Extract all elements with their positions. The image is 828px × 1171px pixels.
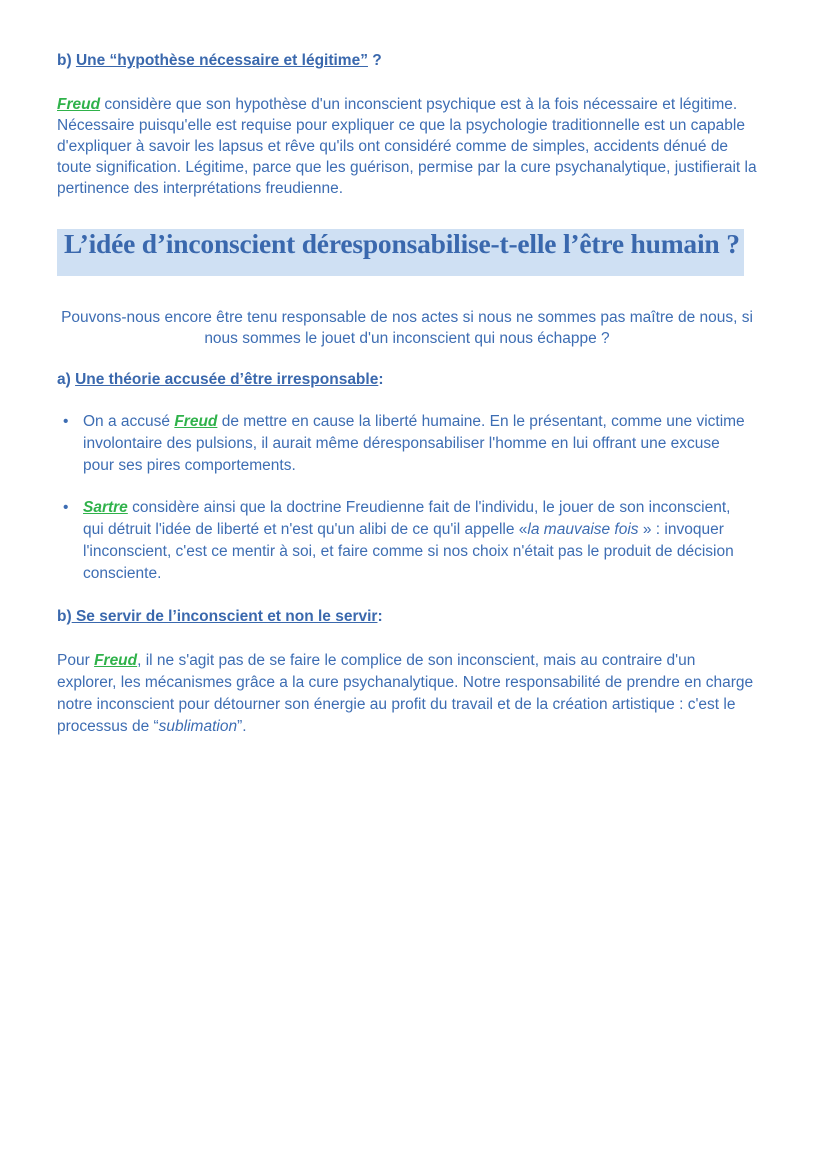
section-prefix: b) bbox=[57, 608, 72, 625]
list-text: On a accusé bbox=[83, 413, 175, 430]
section-prefix: a) bbox=[57, 371, 76, 388]
bullet-icon: • bbox=[63, 499, 69, 516]
term-sublimation: sublimation bbox=[158, 718, 238, 735]
problem-question: Pouvons-nous encore être tenu responsable de nos actes si nous ne sommes pas maître de nous, si nous sommes le jouet d'un inconscient qui nous échappe ? bbox=[61, 309, 753, 347]
section-title: Une théorie accusée d’être irresponsable bbox=[75, 371, 379, 388]
name-freud: Freud bbox=[174, 413, 218, 430]
section-suffix: : bbox=[377, 608, 383, 625]
paragraph-text: , il ne s'agit pas de se faire le complice de son inconscient, mais au contraire d'un explorer, les mécanismes grâce a la cure psychanalytique. Notre responsabilité de prendre en charge notre inconscient pour détourner son énergie au profit du travail et de la création artistique : c'est le processus de “ bbox=[57, 652, 754, 735]
bullet-icon: • bbox=[63, 413, 69, 430]
paragraph-freud-sublimation bbox=[57, 650, 757, 738]
paragraph-text: Pour bbox=[57, 652, 95, 669]
list-text: » : invoquer l'inconscient, c'est ce mentir à soi, et faire comme si nos choix n'était pas le produit de décision consciente. bbox=[83, 521, 734, 582]
list-text: de mettre en cause la liberté humaine. En le présentant, comme une victime involontaire des pulsions, il aurait même déresponsabiliser l'homme en lui offrant une excuse pour ses pires comportements. bbox=[83, 413, 745, 474]
name-freud: Freud bbox=[57, 96, 101, 113]
name-freud: Freud bbox=[94, 652, 138, 669]
paragraph-freud-hypothesis bbox=[57, 94, 757, 199]
paragraph-text: considère que son hypothèse d'un inconscient psychique est à la fois nécessaire et légitime. Nécessaire puisqu'elle est requise pour expliquer ce que la psychologie traditionnelle est un capable d'expliquer à savoir les lapsus et rêve qu'ils ont considéré comme de simples, accidents dénué de toute signification. Légitime, parce que les guérison, permise par la cure psychanalytique, justifierait la pertinence des interprétations freudienne. bbox=[57, 96, 757, 197]
section-heading-b-hypothese bbox=[57, 52, 382, 70]
paragraph-text: ”. bbox=[237, 718, 247, 735]
section-suffix: ? bbox=[367, 52, 382, 69]
section-heading-a-theorie bbox=[57, 371, 384, 389]
name-sartre: Sartre bbox=[83, 499, 128, 516]
section-suffix: : bbox=[378, 371, 384, 388]
list-text: considère ainsi que la doctrine Freudienne fait de l'individu, le jouer de son inconscient, qui détruit l'idée de liberté et n'est qu'un alibi de ce qu'il appelle « bbox=[83, 499, 731, 538]
section-heading-b-servir bbox=[57, 608, 383, 626]
section-title: Se servir de l’inconscient et non le servir bbox=[71, 608, 378, 625]
section-prefix: b) bbox=[57, 52, 76, 69]
main-heading: L’idée d’inconscient déresponsabilise-t-elle l’être humain ? bbox=[64, 228, 740, 259]
section-title: Une “hypothèse nécessaire et légitime” bbox=[75, 52, 368, 69]
quote-mauvaise-foi: la mauvaise fois bbox=[527, 521, 639, 538]
